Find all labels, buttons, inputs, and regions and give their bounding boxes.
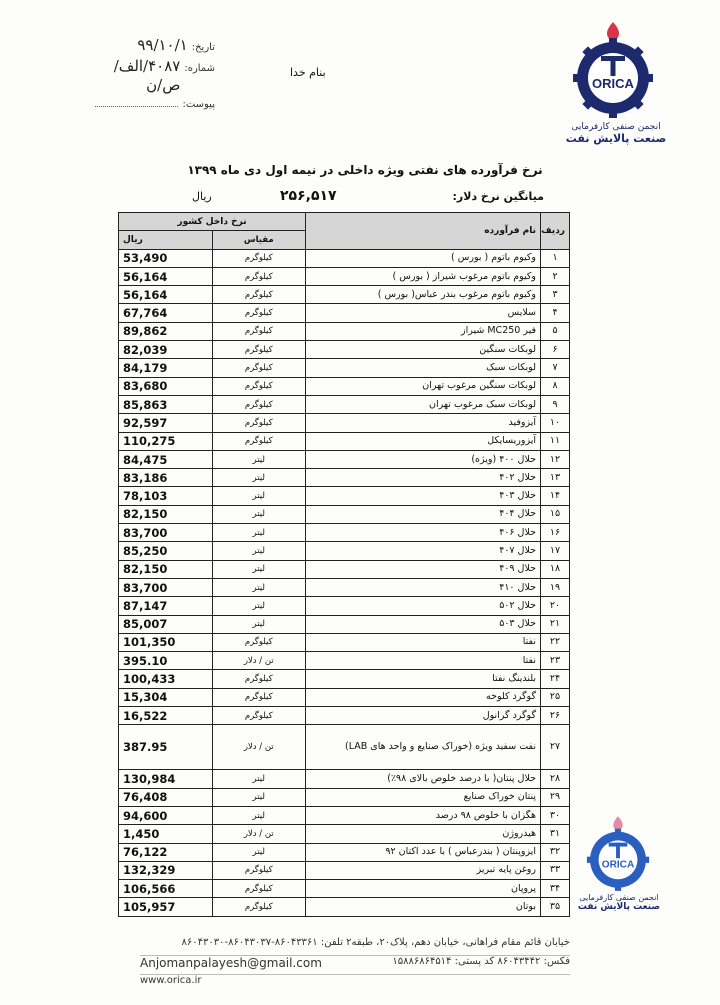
row-price: 106,566 <box>119 880 213 898</box>
row-unit: کیلوگرم <box>212 670 306 688</box>
row-unit: کیلوگرم <box>212 377 306 395</box>
row-price: 83,680 <box>119 377 213 395</box>
col-name-header: نام فرآورده <box>306 213 541 250</box>
row-price: 110,275 <box>119 432 213 450</box>
row-product-name: نفتا <box>306 652 541 670</box>
row-index: ۲۳ <box>541 652 570 670</box>
row-product-name: نفت سفید ویژه (خوراک صنایع و واحد های LAB) <box>306 725 541 770</box>
attachment-row <box>95 95 215 114</box>
logo-text-bottom: ORICA <box>601 859 635 871</box>
row-unit: لیتر <box>212 542 306 560</box>
row-index: ۲۶ <box>541 707 570 725</box>
letter-meta <box>95 36 215 114</box>
row-product-name: حلال ۴۰۹ <box>306 560 541 578</box>
table-body <box>119 249 570 916</box>
row-product-name: وکیوم باتوم مرغوب شیراز ( بورس ) <box>306 267 541 285</box>
row-price: 78,103 <box>119 487 213 505</box>
row-price: 83,186 <box>119 469 213 487</box>
dollar-rate-value: ۲۵۶,۵۱۷ <box>280 188 337 204</box>
row-unit: کیلوگرم <box>212 880 306 898</box>
row-price: 56,164 <box>119 267 213 285</box>
row-product-name: حلال ۵۰۳ <box>306 615 541 633</box>
table-row <box>119 788 570 806</box>
table-row <box>119 432 570 450</box>
row-unit: لیتر <box>212 524 306 542</box>
row-unit: لیتر <box>212 487 306 505</box>
row-product-name: حلال ۴۱۰ <box>306 578 541 596</box>
row-product-name: بوتان <box>306 898 541 916</box>
row-price: 85,250 <box>119 542 213 560</box>
row-price: 130,984 <box>119 770 213 788</box>
row-unit: کیلوگرم <box>212 359 306 377</box>
row-unit: کیلوگرم <box>212 861 306 879</box>
number-label: شماره: <box>184 63 215 74</box>
col-price-header: ریال <box>119 231 213 249</box>
document-title: نرخ فرآورده های نفتی ویژه داخلی در نیمه اول دی ماه ۱۳۹۹ <box>187 163 543 177</box>
table-row <box>119 450 570 468</box>
row-index: ۱۵ <box>541 505 570 523</box>
row-index: ۲۵ <box>541 688 570 706</box>
row-index: ۲۱ <box>541 615 570 633</box>
footer-website[interactable]: www.orica.ir <box>140 975 202 986</box>
table-row <box>119 524 570 542</box>
row-index: ۱۲ <box>541 450 570 468</box>
table-row <box>119 633 570 651</box>
row-price: 100,433 <box>119 670 213 688</box>
footer-email[interactable]: Anjomanpalayesh@gmail.com <box>140 956 322 970</box>
row-index: ۱ <box>541 249 570 267</box>
row-unit: کیلوگرم <box>212 304 306 322</box>
row-unit: لیتر <box>212 469 306 487</box>
row-index: ۳ <box>541 286 570 304</box>
table-row <box>119 377 570 395</box>
table-row <box>119 341 570 359</box>
col-index-header: ردیف <box>541 213 570 250</box>
row-unit: کیلوگرم <box>212 341 306 359</box>
row-product-name: بلندینگ نفتا <box>306 670 541 688</box>
row-price: 82,150 <box>119 560 213 578</box>
row-product-name: سلایس <box>306 304 541 322</box>
row-price: 1,450 <box>119 825 213 843</box>
row-price: 101,350 <box>119 633 213 651</box>
row-unit: لیتر <box>212 560 306 578</box>
dollar-rate-row <box>130 190 544 208</box>
number-row <box>95 57 215 95</box>
association-line2-bottom: صنعت پالایش نفت <box>577 902 661 912</box>
table-row <box>119 487 570 505</box>
row-unit: لیتر <box>212 806 306 824</box>
row-unit: تن / دلار <box>212 725 306 770</box>
row-product-name: حلال ۴۰۳ <box>306 487 541 505</box>
row-price: 85,007 <box>119 615 213 633</box>
row-index: ۱۴ <box>541 487 570 505</box>
number-value: ۴۰۸۷/الف/ص/ن <box>113 57 181 94</box>
row-index: ۷ <box>541 359 570 377</box>
table-row <box>119 578 570 596</box>
table-row <box>119 770 570 788</box>
row-product-name: گوگرد کلوخه <box>306 688 541 706</box>
footer-address: خیابان قائم مقام فراهانی، خیابان دهم، پلاک۲۰، طبقه۲ تلفن: ۸۶۰۴۳۳۶۱-۸۶۰۴۳۰۳۷-۸۶۰۴۳۰۳۰ <box>181 937 570 948</box>
row-price: 67,764 <box>119 304 213 322</box>
row-price: 387.95 <box>119 725 213 770</box>
date-label: تاریخ: <box>191 42 215 53</box>
row-price: 92,597 <box>119 414 213 432</box>
row-unit: تن / دلار <box>212 652 306 670</box>
row-price: 87,147 <box>119 597 213 615</box>
row-unit: کیلوگرم <box>212 898 306 916</box>
row-index: ۲ <box>541 267 570 285</box>
row-product-name: لوبکات سبک مرغوب تهران <box>306 395 541 413</box>
row-price: 395.10 <box>119 652 213 670</box>
table-row <box>119 898 570 916</box>
date-row <box>95 36 215 57</box>
row-product-name: وکیوم باتوم مرغوب بندر عباس( بورس ) <box>306 286 541 304</box>
table-row <box>119 725 570 770</box>
row-unit: کیلوگرم <box>212 633 306 651</box>
row-index: ۲۲ <box>541 633 570 651</box>
association-name-top <box>560 122 672 145</box>
table-row <box>119 615 570 633</box>
row-index: ۶ <box>541 341 570 359</box>
attachment-dotted-line <box>95 96 178 107</box>
table-row <box>119 322 570 340</box>
row-product-name: حلال ۵۰۲ <box>306 597 541 615</box>
row-unit: لیتر <box>212 450 306 468</box>
association-line2: صنعت پالایش نفت <box>565 132 667 145</box>
row-index: ۵ <box>541 322 570 340</box>
association-line1: انجمن صنفی کارفرمایی <box>571 122 661 132</box>
bismillah: بنام خدا <box>290 66 326 79</box>
row-index: ۱۸ <box>541 560 570 578</box>
row-product-name: حلال ۴۰۶ <box>306 524 541 542</box>
row-price: 82,150 <box>119 505 213 523</box>
orica-logo-bottom-icon <box>583 812 653 892</box>
row-product-name: لوبکات سنگین <box>306 341 541 359</box>
row-unit: کیلوگرم <box>212 688 306 706</box>
row-unit: لیتر <box>212 788 306 806</box>
table-row <box>119 469 570 487</box>
row-product-name: آیزوریسایکل <box>306 432 541 450</box>
col-unit-header: مقیاس <box>212 231 306 249</box>
association-line1-bottom: انجمن صنفی کارفرمایی <box>579 893 659 902</box>
dollar-rate-unit: ریال <box>192 190 212 203</box>
row-index: ۱۶ <box>541 524 570 542</box>
row-index: ۱۷ <box>541 542 570 560</box>
row-index: ۲۸ <box>541 770 570 788</box>
table-row <box>119 542 570 560</box>
row-unit: کیلوگرم <box>212 395 306 413</box>
row-product-name: حلال ۴۰۲ <box>306 469 541 487</box>
row-product-name: لوبکات سبک <box>306 359 541 377</box>
row-unit: تن / دلار <box>212 825 306 843</box>
row-price: 132,329 <box>119 861 213 879</box>
row-unit: لیتر <box>212 505 306 523</box>
table-row <box>119 505 570 523</box>
row-index: ۳۰ <box>541 806 570 824</box>
row-product-name: حلال ۴۰۰ (ویژه) <box>306 450 541 468</box>
table-row <box>119 414 570 432</box>
date-value: ۹۹/۱۰/۱ <box>137 36 188 54</box>
row-product-name: لوبکات سنگین مرغوب تهران <box>306 377 541 395</box>
row-unit: کیلوگرم <box>212 414 306 432</box>
row-unit: لیتر <box>212 615 306 633</box>
row-product-name: فیر MC250 شیراز <box>306 322 541 340</box>
row-unit: لیتر <box>212 578 306 596</box>
row-index: ۳۲ <box>541 843 570 861</box>
table-row <box>119 304 570 322</box>
row-unit: کیلوگرم <box>212 322 306 340</box>
row-index: ۲۴ <box>541 670 570 688</box>
row-index: ۱۳ <box>541 469 570 487</box>
footer-contact <box>140 956 570 970</box>
row-price: 84,475 <box>119 450 213 468</box>
table-row <box>119 395 570 413</box>
row-index: ۸ <box>541 377 570 395</box>
row-index: ۱۰ <box>541 414 570 432</box>
footer-fax-postal: فکس: ۸۶۰۴۳۴۴۲ کد پستی: ۱۵۸۸۶۸۶۴۵۱۴ <box>392 956 570 967</box>
row-product-name: هگزان با خلوص ۹۸ درصد <box>306 806 541 824</box>
row-product-name: حلال ۴۰۴ <box>306 505 541 523</box>
footer-divider-2 <box>140 974 570 975</box>
row-index: ۱۹ <box>541 578 570 596</box>
row-product-name: پنتان خوراک صنایع <box>306 788 541 806</box>
orica-logo-icon <box>568 18 658 118</box>
row-product-name: آیزوفید <box>306 414 541 432</box>
table-row <box>119 880 570 898</box>
table-row <box>119 688 570 706</box>
table-row <box>119 707 570 725</box>
row-index: ۳۵ <box>541 898 570 916</box>
row-price: 76,122 <box>119 843 213 861</box>
row-product-name: وکیوم باتوم ( بورس ) <box>306 249 541 267</box>
table-row <box>119 249 570 267</box>
row-price: 16,522 <box>119 707 213 725</box>
row-price: 83,700 <box>119 524 213 542</box>
table-row <box>119 806 570 824</box>
table-row <box>119 825 570 843</box>
row-unit: کیلوگرم <box>212 286 306 304</box>
row-index: ۲۷ <box>541 725 570 770</box>
row-product-name: روغن پایه تبریز <box>306 861 541 879</box>
attachment-label: پیوست: <box>182 99 215 110</box>
row-index: ۹ <box>541 395 570 413</box>
row-price: 82,039 <box>119 341 213 359</box>
row-price: 94,600 <box>119 806 213 824</box>
row-price: 53,490 <box>119 249 213 267</box>
row-unit: کیلوگرم <box>212 707 306 725</box>
row-index: ۳۱ <box>541 825 570 843</box>
row-index: ۳۴ <box>541 880 570 898</box>
table-row <box>119 286 570 304</box>
row-unit: کیلوگرم <box>212 432 306 450</box>
row-index: ۱۱ <box>541 432 570 450</box>
table-row <box>119 359 570 377</box>
row-price: 85,863 <box>119 395 213 413</box>
row-unit: لیتر <box>212 597 306 615</box>
row-unit: لیتر <box>212 843 306 861</box>
row-product-name: هیدروژن <box>306 825 541 843</box>
row-index: ۲۹ <box>541 788 570 806</box>
row-price: 83,700 <box>119 578 213 596</box>
row-product-name: پروپان <box>306 880 541 898</box>
table-row <box>119 670 570 688</box>
row-index: ۳۳ <box>541 861 570 879</box>
row-price: 76,408 <box>119 788 213 806</box>
table-row <box>119 597 570 615</box>
association-name-bottom <box>574 893 664 912</box>
table-row <box>119 843 570 861</box>
row-price: 105,957 <box>119 898 213 916</box>
row-index: ۲۰ <box>541 597 570 615</box>
row-product-name: گوگرد گرانول <box>306 707 541 725</box>
row-unit: لیتر <box>212 770 306 788</box>
row-product-name: حلال ۴۰۷ <box>306 542 541 560</box>
table-row <box>119 267 570 285</box>
row-product-name: نفتا <box>306 633 541 651</box>
col-group-header: نرخ داخل کشور <box>119 213 306 231</box>
row-price: 56,164 <box>119 286 213 304</box>
row-unit: کیلوگرم <box>212 249 306 267</box>
logo-text-top: ORICA <box>592 76 634 91</box>
row-unit: کیلوگرم <box>212 267 306 285</box>
dollar-rate-label: میانگین نرخ دلار: <box>452 190 544 203</box>
table-row <box>119 861 570 879</box>
row-price: 15,304 <box>119 688 213 706</box>
row-price: 84,179 <box>119 359 213 377</box>
table-header-row <box>119 213 570 231</box>
row-product-name: حلال پنتان( با درصد خلوص بالای ۹۸٪) <box>306 770 541 788</box>
row-product-name: ایزوپنتان ( بندرعباس ) با عدد اکتان ۹۲ <box>306 843 541 861</box>
row-price: 89,862 <box>119 322 213 340</box>
price-table <box>118 212 570 917</box>
table-row <box>119 560 570 578</box>
row-index: ۴ <box>541 304 570 322</box>
table-row <box>119 652 570 670</box>
